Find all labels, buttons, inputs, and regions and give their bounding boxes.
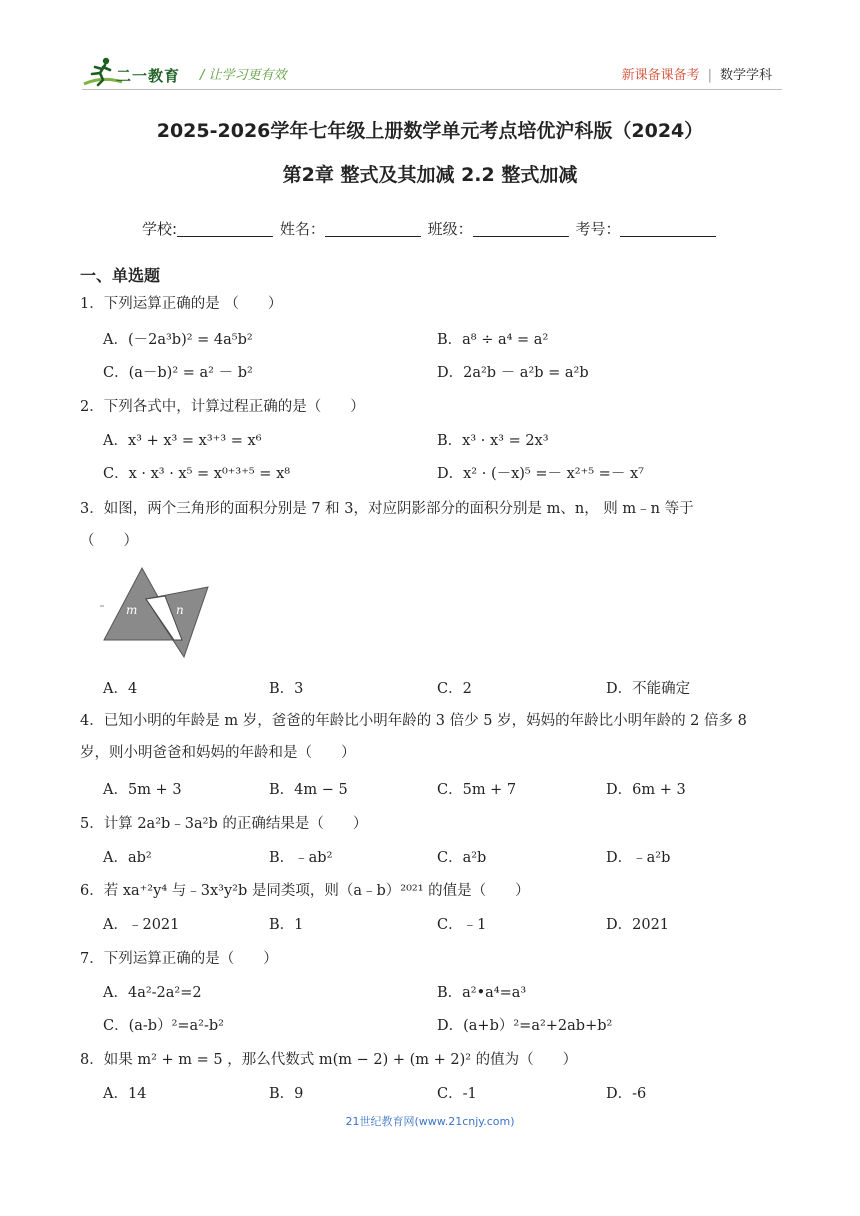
question-7-option-d[interactable]: D．(a+b）²=a²+2ab+b² (437, 1018, 613, 1034)
question-3-option-d[interactable]: D．不能确定 (606, 681, 691, 697)
question-5-stem: 5．计算 2a²b﹣3a²b 的正确结果是（ ） (80, 816, 368, 832)
class-blank[interactable] (473, 221, 569, 237)
name-label: 姓名： (279, 220, 325, 238)
class-label: 班级： (427, 220, 473, 238)
question-8-stem: 8．如果 m² + m = 5 ，那么代数式 m(m − 2) + (m + 2)² 的值为（ ） (80, 1052, 578, 1068)
question-6-option-c[interactable]: C．﹣1 (437, 917, 487, 933)
question-3-option-b[interactable]: B．3 (269, 681, 304, 697)
name-blank[interactable] (325, 221, 421, 237)
question-2-stem: 2．下列各式中，计算过程正确的是（ ） (80, 399, 365, 415)
question-8-option-a[interactable]: A．14 (103, 1086, 147, 1102)
header-divider (82, 89, 782, 90)
question-2-option-a[interactable]: A．x³ + x³ = x³⁺³ = x⁶ (103, 433, 262, 449)
question-2-option-c[interactable]: C．x · x³ · x⁵ = x⁰⁺³⁺⁵ = x⁸ (103, 466, 291, 482)
question-1-option-d[interactable]: D．2a²b － a²b = a²b (437, 365, 589, 381)
question-3-stem-cont: （ ） (80, 533, 138, 549)
question-2-option-b[interactable]: B．x³ · x³ = 2x³ (437, 433, 549, 449)
question-4-option-d[interactable]: D．6m + 3 (606, 782, 686, 798)
question-5-option-c[interactable]: C．a²b (437, 850, 487, 866)
page-header (82, 56, 782, 90)
school-blank[interactable] (177, 221, 273, 237)
question-5-option-b[interactable]: B．﹣ab² (269, 850, 333, 866)
header-subject (622, 64, 772, 83)
header-subject-label: 数学学科 (719, 68, 772, 83)
question-6-stem: 6．若 xa⁺²y⁴ 与﹣3x³y²b 是同类项，则（a﹣b）²⁰²¹ 的值是（ ） (80, 883, 530, 899)
label-m: m (126, 603, 138, 617)
question-3-option-c[interactable]: C．2 (437, 681, 472, 697)
logo-text: 二一教育 (116, 67, 181, 85)
question-2-option-d[interactable]: D．x² · (－x)⁵ =－ x²⁺⁵ =－ x⁷ (437, 466, 644, 482)
question-1-option-b[interactable]: B．a⁸ ÷ a⁴ = a² (437, 332, 549, 348)
slogan: / 让学习更有效 (200, 68, 287, 83)
question-6-option-b[interactable]: B．1 (269, 917, 304, 933)
chapter-title: 第2章 整式及其加减 2.2 整式加减 (282, 164, 578, 186)
student-info-line (142, 218, 718, 239)
question-1-option-a[interactable]: A．(－2a³b)² = 4a⁵b² (103, 332, 253, 348)
question-4-stem: 4．已知小明的年龄是 m 岁，爸爸的年龄比小明年龄的 3 倍少 5 岁，妈妈的年龄比小明年龄的 2 倍多 8 岁，则小明爸爸和妈妈的年龄和是（ ） (80, 713, 747, 761)
triangles-figure (100, 565, 212, 660)
question-7-stem: 7．下列运算正确的是（ ） (80, 951, 278, 967)
question-5-option-a[interactable]: A．ab² (103, 850, 152, 866)
question-1-option-c[interactable]: C．(a－b)² = a² － b² (103, 365, 253, 381)
exam-number-label: 考号： (575, 220, 621, 238)
page-footer[interactable]: 21世纪教育网(www.21cnjy.com) (345, 1115, 515, 1128)
header-course-label: 新课备课备考 (621, 68, 700, 83)
question-6-option-d[interactable]: D．2021 (606, 917, 670, 933)
question-3-stem: 3．如图，两个三角形的面积分别是 7 和 3，对应阴影部分的面积分别是 m、n， 则 m﹣n 等于 (80, 501, 694, 517)
school-label: 学校: (142, 220, 178, 238)
section-heading: 一、单选题 (80, 266, 161, 285)
question-4-option-a[interactable]: A．5m + 3 (103, 782, 182, 798)
page-title: 2025-2026学年七年级上册数学单元考点培优沪科版（2024） (156, 120, 704, 142)
question-6-option-a[interactable]: A．﹣2021 (103, 917, 180, 933)
question-4-option-b[interactable]: B．4m − 5 (269, 782, 348, 798)
question-7-option-c[interactable]: C．(a-b）²=a²-b² (103, 1018, 224, 1034)
question-7-option-a[interactable]: A．4a²-2a²=2 (103, 985, 202, 1001)
exam-number-blank[interactable] (620, 221, 716, 237)
question-8-option-b[interactable]: B．9 (269, 1086, 304, 1102)
header-separator: | (707, 68, 712, 83)
question-3-option-a[interactable]: A．4 (103, 681, 138, 697)
question-7-option-b[interactable]: B．a²•a⁴=a³ (437, 985, 527, 1001)
question-5-option-d[interactable]: D．﹣a²b (606, 850, 671, 866)
question-8-option-c[interactable]: C．-1 (437, 1086, 477, 1102)
question-1-stem: 1．下列运算正确的是 （ ） (80, 296, 283, 312)
question-4-option-c[interactable]: C．5m + 7 (437, 782, 517, 798)
label-n: n (176, 603, 184, 617)
question-8-option-d[interactable]: D．-6 (606, 1086, 647, 1102)
